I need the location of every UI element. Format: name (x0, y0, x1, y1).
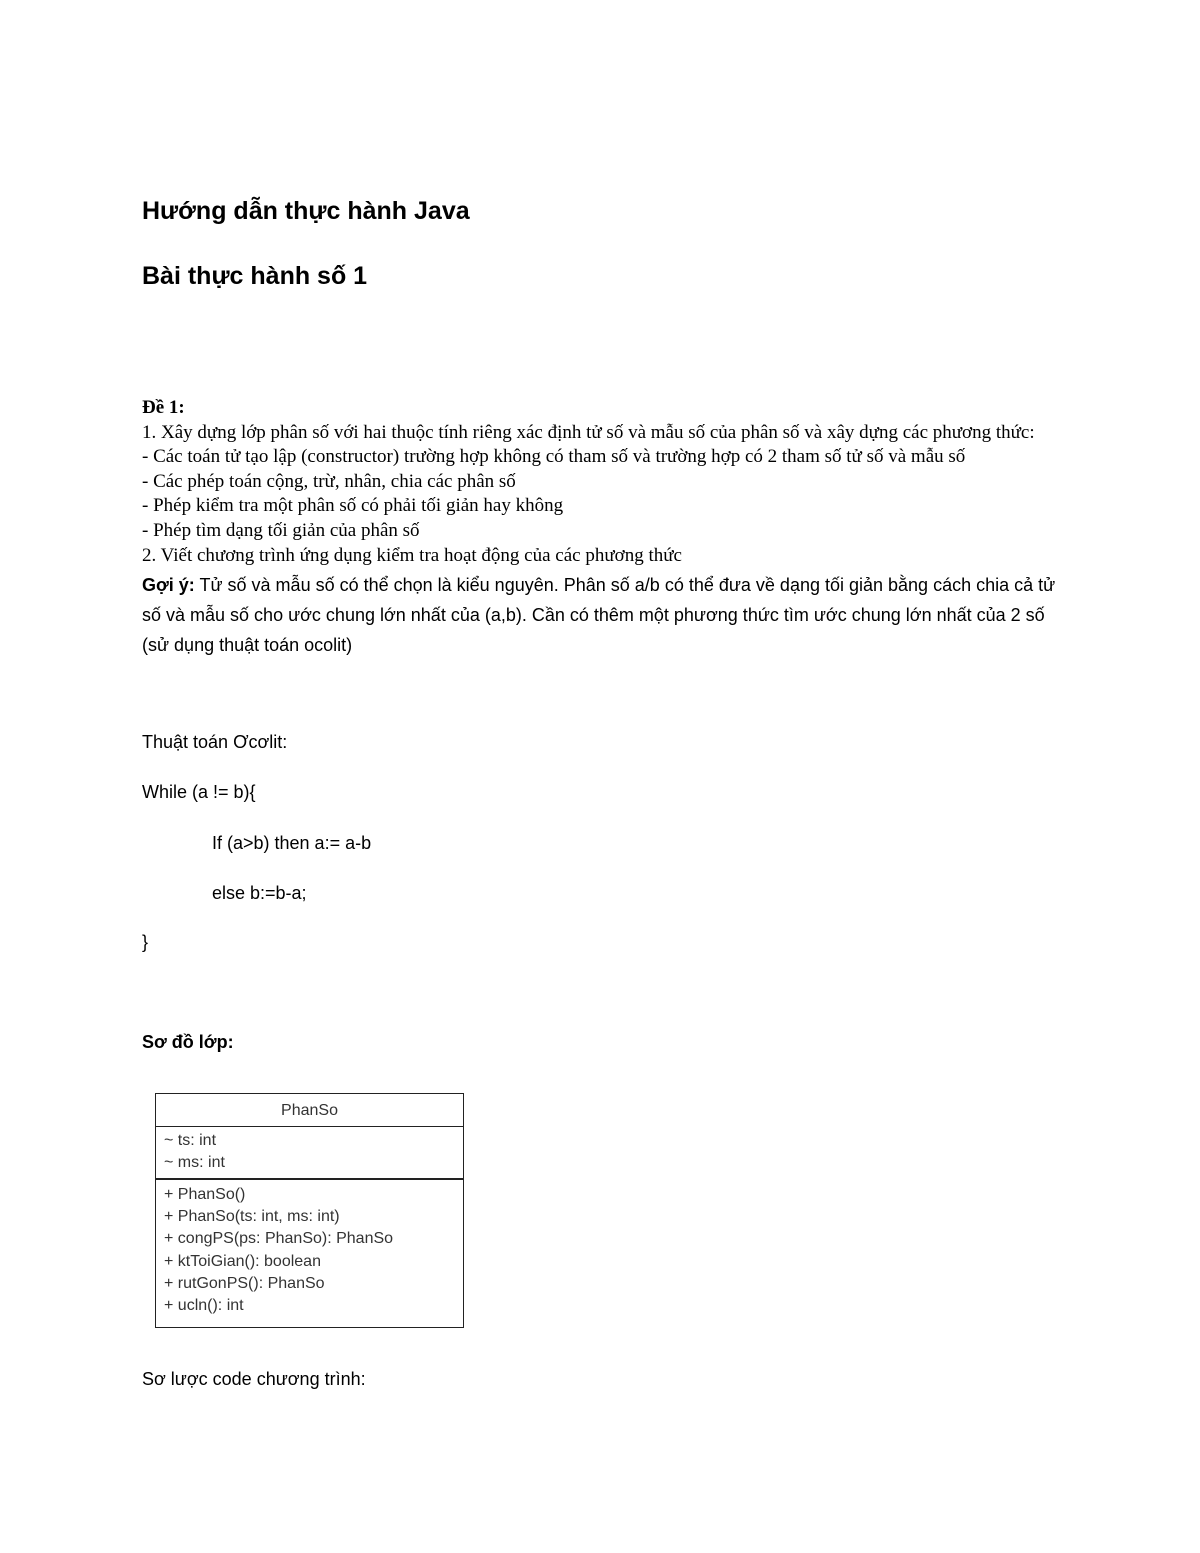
code-line: While (a != b){ (142, 782, 256, 802)
uml-method: + ktToiGian(): boolean (164, 1252, 321, 1270)
exercise-title: Bài thực hành số 1 (142, 262, 368, 290)
uml-attribute: ~ ms: int (164, 1154, 225, 1171)
task-heading: Đề 1: (142, 397, 185, 418)
task-line: 1. Xây dựng lớp phân số với hai thuộc tính riêng xác định tử số và mẫu số của phân số và xây dựng các phương thức: (142, 421, 1035, 443)
code-line: } (142, 932, 149, 952)
algorithm-label: Thuật toán Ơcơlit: (142, 732, 288, 752)
uml-class-box (155, 1093, 464, 1328)
uml-method: + PhanSo() (164, 1186, 246, 1203)
task-line: - Các toán tử tạo lập (constructor) trường hợp không có tham số và trường hợp có 2 tham số tử số và mẫu số (142, 446, 966, 468)
hint-text: Tử số và mẫu số có thể chọn là kiểu nguyên. Phân số a/b có thể đưa về dạng tối giản bằng cách chia cả tử số và mẫu số cho ước chung lớn nhất của (a,b). Cần có thêm một phương thức tìm ước chung lớn nhất của 2 số (sử dụng thuật toán ocolit) (142, 575, 1056, 656)
hint-paragraph (142, 570, 1062, 660)
task-line: 2. Viết chương trình ứng dụng kiểm tra hoạt động của các phương thức (142, 544, 682, 566)
class-diagram-label: Sơ đồ lớp: (142, 1032, 234, 1052)
task-section (142, 396, 1062, 660)
hint-label: Gợi ý: (142, 575, 195, 596)
uml-attributes (156, 1127, 463, 1180)
task-line: - Các phép toán cộng, trừ, nhân, chia các phân số (142, 470, 516, 492)
uml-attribute: ~ ts: int (164, 1132, 217, 1149)
uml-class-name: PhanSo (156, 1094, 463, 1127)
code-outline-label: Sơ lược code chương trình: (142, 1369, 366, 1389)
code-line: If (a>b) then a:= a-b (212, 833, 372, 853)
task-line: - Phép tìm dạng tối giản của phân số (142, 519, 420, 541)
uml-methods (156, 1180, 463, 1317)
document-title: Hướng dẫn thực hành Java (142, 197, 470, 225)
task-line: - Phép kiểm tra một phân số có phải tối giản hay không (142, 495, 564, 517)
uml-method: + ucln(): int (164, 1297, 244, 1315)
uml-method: + PhanSo(ts: int, ms: int) (164, 1208, 340, 1226)
uml-method: + congPS(ps: PhanSo): PhanSo (164, 1230, 394, 1248)
uml-method: + rutGonPS(): PhanSo (164, 1274, 325, 1292)
code-line: else b:=b-a; (212, 883, 307, 903)
